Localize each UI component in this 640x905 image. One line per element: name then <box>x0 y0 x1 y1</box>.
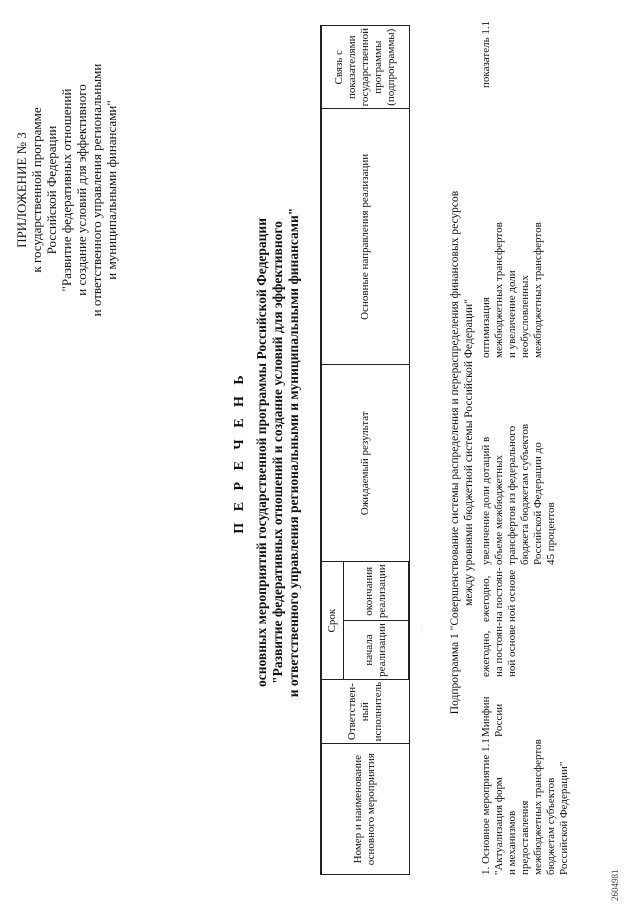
header-term-end: окончания реализации <box>343 562 409 621</box>
document-title-word: П Е Р Е Ч Е Н Ь <box>232 371 247 534</box>
subprogram-line: между уровнями бюджетной системы Российской Федерации" <box>463 299 475 606</box>
document-title <box>254 0 302 905</box>
subprogram-line: Подпрограмма 1 "Совершенствование системы распределения и перераспределения финансовых ресурсов <box>449 190 461 715</box>
cell-line: ежегодно, <box>480 575 492 622</box>
cell-line: межбюджетных трансфертов <box>532 222 544 358</box>
cell-line: Российской Федерации" <box>558 761 570 875</box>
cell-line: 1. Основное мероприятие 1.1 <box>480 738 492 875</box>
appendix-line: ПРИЛОЖЕНИЕ № 3 <box>14 132 29 248</box>
cell-line: "Актуализация форм <box>493 777 505 875</box>
cell-line: бюджета бюджетам субъектов <box>519 423 531 565</box>
header-measure-name: Номер и наименование основного мероприятия <box>321 744 409 875</box>
cell-line: бюджетам субъектов <box>545 777 557 875</box>
title-line: основных мероприятий государственной программы Российской Федерации <box>254 218 269 688</box>
cell-line: на постоян- <box>493 622 505 677</box>
cell-line: и увеличение доли <box>506 270 518 358</box>
row-measure-name <box>480 738 571 875</box>
title-line: "Развитие федеративных отношений и создание условий для эффективного <box>270 221 285 684</box>
header-indicator-link: Связь с показателями государственной программы (подпрограммы) <box>321 26 409 109</box>
cell-line: межбюджетных трансфертов <box>493 222 505 358</box>
row-executor <box>480 697 506 737</box>
measures-table-header <box>320 25 410 875</box>
appendix-block <box>14 15 119 365</box>
appendix-line: Российской Федерации <box>44 125 59 255</box>
row-indicator-link <box>480 21 493 88</box>
cell-line: России <box>493 703 505 737</box>
appendix-line: и создание условий для эффективного <box>74 84 89 296</box>
document-code: 2604981 <box>610 869 620 901</box>
appendix-line: и ответственного управления региональными <box>89 63 104 317</box>
header-directions: Основные направления реализации <box>321 109 409 365</box>
cell-line: ной основе <box>506 569 518 622</box>
row-directions <box>480 222 545 358</box>
cell-line: на постоян- <box>493 567 505 622</box>
cell-line: межбюджетных трансфертов <box>532 739 544 875</box>
row-expected-result <box>480 424 558 565</box>
cell-line: трансфертов из федерального <box>506 425 518 565</box>
cell-line: Российской Федерации до <box>532 442 544 565</box>
cell-line: показатель 1.1 <box>480 20 492 88</box>
cell-line: предоставления <box>519 800 531 875</box>
cell-line: оптимизация <box>480 297 492 358</box>
header-term: Срок <box>321 562 343 680</box>
cell-line: 45 процентов <box>545 502 557 565</box>
header-expected-result: Ожидаемый результат <box>321 365 409 562</box>
subprogram-title <box>448 0 476 905</box>
header-executor: Ответствен- ный исполнитель <box>321 679 409 743</box>
appendix-line: и муниципальными финансами" <box>104 100 119 280</box>
header-term-start: начала реализации <box>343 621 409 680</box>
cell-line: Минфин <box>480 696 492 737</box>
cell-line: необусловленных <box>519 275 531 358</box>
cell-line: и механизмов <box>506 810 518 875</box>
title-line: и ответственного управления региональными и муниципальными финансами" <box>286 207 301 698</box>
cell-line: ной основе <box>506 624 518 677</box>
appendix-line: "Развитие федеративных отношений <box>59 88 74 292</box>
row-term-start <box>480 622 519 677</box>
row-term-end <box>480 567 519 622</box>
cell-line: увеличение доли дотаций в <box>480 436 492 565</box>
cell-line: объеме межбюджетных <box>493 454 505 565</box>
scan-speck: · <box>418 630 426 633</box>
appendix-line: к государственной программе <box>29 107 44 273</box>
cell-line: ежегодно, <box>480 630 492 677</box>
